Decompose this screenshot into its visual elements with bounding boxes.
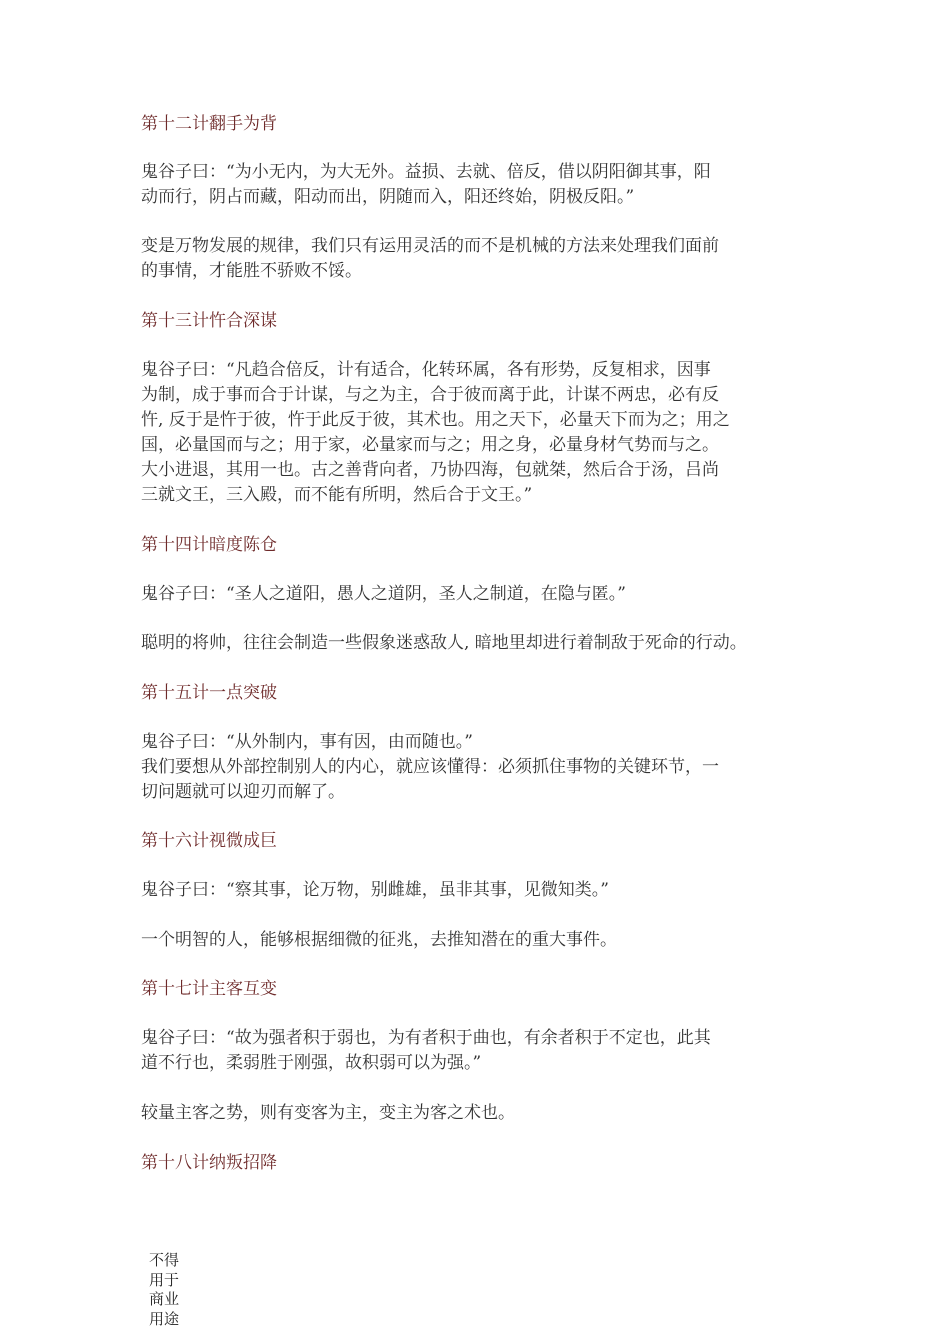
section-title: 第十八计纳叛招降 bbox=[141, 1153, 277, 1173]
section-title: 第十二计翻手为背 bbox=[141, 114, 277, 134]
paragraph bbox=[141, 730, 821, 805]
watermark-line: 不得 bbox=[149, 1251, 180, 1269]
text-line: 一个明智的人，能够根据细微的征兆，去推知潜在的重大事件。 bbox=[141, 930, 617, 950]
text-line: 的事情，才能胜不骄败不馁。 bbox=[141, 261, 362, 281]
watermark-line: 用于 bbox=[149, 1270, 180, 1289]
text-line: 变是万物发展的规律，我们只有运用灵活的而不是机械的方法来处理我们面前 bbox=[141, 236, 719, 256]
paragraph bbox=[141, 928, 821, 953]
paragraph bbox=[141, 631, 821, 656]
text-line: 为制，成于事而合于计谋，与之为主，合于彼而离于此，计谋不两忠，必有反 bbox=[141, 385, 719, 405]
text-line: 鬼谷子曰：“为小无内，为大无外。益损、去就、倍反，借以阴阳御其事，阳 bbox=[141, 162, 711, 182]
section-title: 第十三计忤合深谋 bbox=[141, 311, 277, 331]
paragraph bbox=[141, 1101, 821, 1126]
watermark-line: 商业 bbox=[149, 1290, 180, 1308]
paragraph bbox=[141, 358, 821, 508]
section-title: 第十五计一点突破 bbox=[141, 683, 277, 703]
text-line: 三就文王，三入殿，而不能有所明，然后合于文王。” bbox=[141, 485, 533, 505]
text-line: 我们要想从外部控制别人的内心，就应该懂得：必须抓住事物的关键环节，一 bbox=[141, 757, 719, 777]
usage-notice-watermark bbox=[149, 1251, 189, 1329]
paragraph bbox=[141, 582, 821, 607]
text-line: 国，必量国而与之；用于家，必量家而与之；用之身，必量身材气势而与之。 bbox=[141, 435, 719, 455]
text-line: 鬼谷子曰：“察其事，论万物，别雌雄，虽非其事，见微知类。” bbox=[141, 880, 609, 900]
paragraph bbox=[141, 160, 821, 210]
paragraph bbox=[141, 878, 821, 903]
text-line: 切问题就可以迎刃而解了。 bbox=[141, 782, 345, 802]
text-line: 鬼谷子曰：“凡趋合倍反，计有适合，化转环属，各有形势，反复相求，因事 bbox=[141, 360, 711, 380]
section-title: 第十七计主客互变 bbox=[141, 979, 277, 999]
text-line: 鬼谷子曰：“从外制内，事有因，由而随也。” bbox=[141, 732, 473, 752]
paragraph bbox=[141, 234, 821, 284]
text-line: 鬼谷子曰：“故为强者积于弱也，为有者积于曲也，有余者积于不定也，此其 bbox=[141, 1028, 711, 1048]
paragraph bbox=[141, 1026, 821, 1076]
section-title: 第十四计暗度陈仓 bbox=[141, 535, 277, 555]
text-line: 鬼谷子曰：“圣人之道阳，愚人之道阴，圣人之制道，在隐与匿。” bbox=[141, 584, 626, 604]
text-line: 忤, 反于是忤于彼，忤于此反于彼，其术也。用之天下，必量天下而为之；用之 bbox=[141, 410, 730, 430]
text-line: 聪明的将帅，往往会制造一些假象迷惑敌人, 暗地里却进行着制敌于死命的行动。 bbox=[141, 633, 747, 653]
text-line: 较量主客之势，则有变客为主，变主为客之术也。 bbox=[141, 1103, 515, 1123]
watermark-line: 用途 bbox=[149, 1309, 180, 1328]
text-line: 大小进退，其用一也。古之善背向者，乃协四海，包就桀，然后合于汤，吕尚 bbox=[141, 460, 719, 480]
text-line: 道不行也，柔弱胜于刚强，故积弱可以为强。” bbox=[141, 1053, 482, 1073]
section-title: 第十六计视微成巨 bbox=[141, 831, 277, 851]
text-line: 动而行，阴占而藏，阳动而出，阴随而入，阳还终始，阴极反阳。” bbox=[141, 187, 635, 207]
